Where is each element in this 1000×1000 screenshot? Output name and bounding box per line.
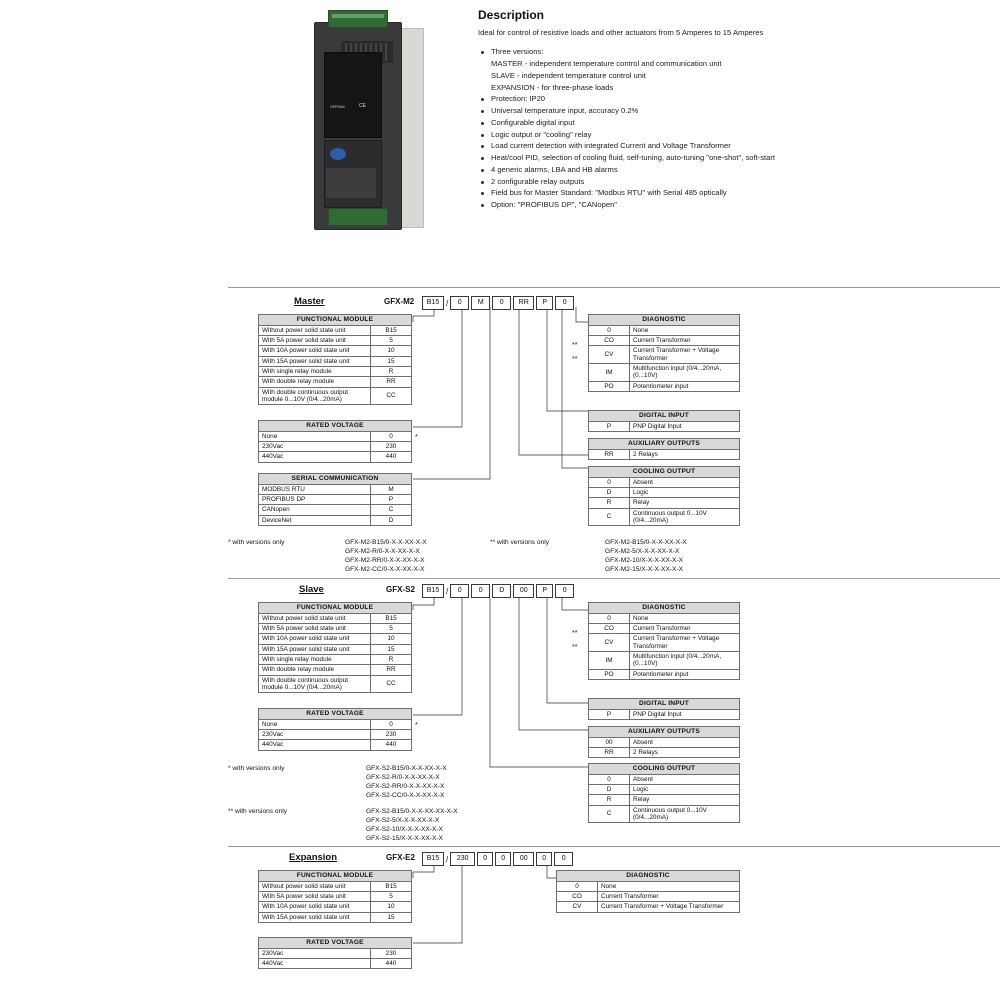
code-cell[interactable]: 230 bbox=[450, 852, 475, 866]
product-bottom-connector bbox=[328, 208, 388, 226]
slave-diagnostic-table bbox=[588, 602, 740, 680]
slave-rated-voltage-footnote-marker: * bbox=[415, 722, 418, 729]
table-header: RATED VOLTAGE bbox=[259, 421, 412, 432]
code-cell[interactable]: 0 bbox=[450, 296, 469, 310]
list-item: 4 generic alarms, LBA and HB alarms bbox=[478, 164, 978, 176]
list-item: EXPANSION - for three-phase loads bbox=[491, 82, 614, 92]
product-logo-badge bbox=[330, 148, 346, 160]
master-note-double bbox=[490, 539, 549, 548]
expansion-rated-voltage-table bbox=[258, 937, 412, 969]
table-row: With single relay module R bbox=[259, 367, 412, 377]
table-row: Without power solid state unit B15 bbox=[259, 325, 412, 335]
code-cell[interactable]: P bbox=[536, 296, 553, 310]
table-row: With 10A power solid state unit 10 bbox=[259, 902, 412, 912]
description-feature-list bbox=[478, 46, 978, 211]
code-cell[interactable]: 0 bbox=[477, 852, 493, 866]
description-block bbox=[478, 8, 978, 211]
code-cell[interactable]: B15 bbox=[422, 296, 444, 310]
table-header: RATED VOLTAGE bbox=[259, 709, 412, 720]
table-row: With 5A power solid state unit 5 bbox=[259, 335, 412, 345]
note-line: GFX-M2-CC/0-X-X-XX-X-X bbox=[345, 565, 425, 573]
code-cell[interactable]: RR bbox=[513, 296, 534, 310]
slave-note-single-lines bbox=[366, 765, 447, 801]
note-line: GFX-M2-10/X-X-X-XX-X-X bbox=[605, 556, 684, 564]
list-item: Universal temperature input, accuracy 0.2% bbox=[478, 105, 978, 117]
slave-cooling-output-table bbox=[588, 763, 740, 823]
description-intro: Ideal for control of resistive loads and other actuators from 5 Amperes to 15 Amperes bbox=[478, 28, 764, 37]
master-code-prefix: GFX-M2 bbox=[384, 297, 415, 306]
table-row: 0 Absent bbox=[589, 774, 740, 784]
table-row: 0 None bbox=[589, 325, 740, 335]
table-row: Without power solid state unit B15 bbox=[259, 613, 412, 623]
list-item: Protection: IP20 bbox=[478, 93, 978, 105]
note-line: GFX-M2-B15/0-X-X-XX-X-X bbox=[605, 539, 687, 546]
note-line: GFX-M2-15/X-X-X-XX-X-X bbox=[605, 565, 684, 573]
table-header: DIAGNOSTIC bbox=[589, 315, 740, 326]
slave-title: Slave bbox=[299, 584, 324, 595]
table-row: P PNP Digital Input bbox=[589, 709, 740, 719]
note-lead: * with versions only bbox=[228, 539, 285, 546]
table-row: 0 None bbox=[557, 881, 740, 891]
code-cell[interactable]: 0 bbox=[495, 852, 511, 866]
slave-code-cells bbox=[422, 584, 576, 598]
table-row: Without power solid state unit B15 bbox=[259, 881, 412, 891]
table-row: None 0 bbox=[259, 719, 412, 729]
table-row: With 10A power solid state unit 10 bbox=[259, 634, 412, 644]
table-row: C Continuous output 0...10V (0/4...20mA) bbox=[589, 508, 740, 526]
master-auxiliary-outputs-table bbox=[588, 438, 740, 460]
table-header: DIGITAL INPUT bbox=[589, 411, 740, 422]
table-header: COOLING OUTPUT bbox=[589, 764, 740, 775]
table-row: D Logic bbox=[589, 487, 740, 497]
table-row: With double continuous output module 0...10V (0/4...20mA) CC bbox=[259, 387, 412, 405]
note-line: GFX-S2-R/0-X-X-XX-X-X bbox=[366, 773, 440, 781]
code-separator: / bbox=[446, 854, 449, 864]
table-header: FUNCTIONAL MODULE bbox=[259, 603, 412, 614]
expansion-diagnostic-table bbox=[556, 870, 740, 913]
master-code-cells bbox=[422, 296, 576, 310]
table-row: C Continuous output 0...10V (0/4...20mA) bbox=[589, 805, 740, 823]
table-row: MODBUS RTU M bbox=[259, 484, 412, 494]
product-brand-label: GEFRAN bbox=[330, 105, 345, 109]
ce-mark-icon: CE bbox=[359, 103, 366, 109]
note-line: GFX-S2-B15/0-X-X-XX-X-X bbox=[366, 765, 447, 772]
table-row: 440Vac 440 bbox=[259, 958, 412, 968]
list-item: Option: "PROFIBUS DP", "CANopen" bbox=[478, 199, 978, 211]
table-row: 0 None bbox=[589, 613, 740, 623]
table-row: PROFIBUS DP P bbox=[259, 494, 412, 504]
master-diagnostic-footnote-marker: ** bbox=[572, 342, 578, 349]
master-diagnostic-table bbox=[588, 314, 740, 392]
table-row: 440Vac 440 bbox=[259, 740, 412, 750]
code-cell[interactable]: 0 bbox=[555, 584, 574, 598]
note-line: GFX-S2-RR/0-X-X-XX-X-X bbox=[366, 782, 445, 790]
note-lead: ** with versions only bbox=[228, 808, 288, 815]
table-header: DIAGNOSTIC bbox=[589, 603, 740, 614]
table-row: PO Potentiometer input bbox=[589, 669, 740, 679]
table-row: 230Vac 230 bbox=[259, 948, 412, 958]
slave-functional-module-table bbox=[258, 602, 412, 693]
table-row: With 5A power solid state unit 5 bbox=[259, 891, 412, 901]
table-row: With double continuous output module 0...10V (0/4...20mA) CC bbox=[259, 675, 412, 693]
table-row: 0 Absent bbox=[589, 477, 740, 487]
master-note-double-lines bbox=[605, 539, 687, 575]
list-item: Field bus for Master Standard: "Modbus RTU" with Serial 485 optically bbox=[478, 187, 978, 199]
master-rated-voltage-footnote-marker: * bbox=[415, 434, 418, 441]
list-item: Heat/cool PID, selection of cooling fluid, self-tuning, auto-tuning "one-shot", soft-start bbox=[478, 152, 978, 164]
table-row: PO Potentiometer input bbox=[589, 381, 740, 391]
product-top-connector bbox=[328, 10, 388, 28]
divider bbox=[228, 287, 1000, 288]
master-diagnostic-footnote-marker: ** bbox=[572, 356, 578, 363]
expansion-code-cells bbox=[422, 852, 575, 866]
slave-note-single bbox=[228, 765, 284, 774]
slave-note-double bbox=[228, 808, 287, 817]
code-cell[interactable]: 0 bbox=[555, 296, 574, 310]
table-row: 440Vac 440 bbox=[259, 452, 412, 462]
code-cell[interactable]: 0 bbox=[492, 296, 511, 310]
code-cell[interactable]: B15 bbox=[422, 584, 444, 598]
table-row: CV Current Transformer + Voltage Transformer bbox=[557, 902, 740, 912]
note-lead: ** with versions only bbox=[490, 539, 550, 546]
product-terminal-slot bbox=[326, 168, 376, 198]
master-note-single-lines bbox=[345, 539, 427, 575]
code-cell[interactable]: 00 bbox=[513, 852, 534, 866]
note-line: GFX-S2-CC/0-X-X-XX-X-X bbox=[366, 791, 445, 799]
table-row: 00 Absent bbox=[589, 737, 740, 747]
master-note-single bbox=[228, 539, 284, 548]
table-header: SERIAL COMMUNICATION bbox=[259, 474, 412, 485]
table-row: R Relay bbox=[589, 498, 740, 508]
code-separator: / bbox=[446, 298, 449, 308]
table-row: 230Vac 230 bbox=[259, 729, 412, 739]
slave-code-prefix: GFX-S2 bbox=[386, 585, 415, 594]
code-cell[interactable]: 0 bbox=[554, 852, 573, 866]
list-item: Configurable digital input bbox=[478, 117, 978, 129]
product-photo bbox=[300, 8, 440, 248]
table-row: IM Multifunction input (0/4...20mA, (0...10V) bbox=[589, 364, 740, 382]
table-row: With 5A power solid state unit 5 bbox=[259, 623, 412, 633]
table-header: FUNCTIONAL MODULE bbox=[259, 315, 412, 326]
table-row: CV Current Transformer + Voltage Transformer bbox=[589, 346, 740, 364]
table-row: With single relay module R bbox=[259, 655, 412, 665]
table-row: RR 2 Relays bbox=[589, 747, 740, 757]
slave-auxiliary-outputs-table bbox=[588, 726, 740, 758]
table-row: DeviceNet D bbox=[259, 515, 412, 525]
table-row: 230Vac 230 bbox=[259, 441, 412, 451]
note-line: GFX-S2-10/X-X-X-XX-X-X bbox=[366, 825, 443, 833]
code-cell[interactable]: 00 bbox=[513, 584, 534, 598]
description-heading: Description bbox=[478, 8, 545, 22]
divider bbox=[228, 578, 1000, 579]
master-title: Master bbox=[294, 296, 325, 307]
table-row: CANopen C bbox=[259, 505, 412, 515]
master-digital-input-table bbox=[588, 410, 740, 432]
table-row: With 15A power solid state unit 15 bbox=[259, 912, 412, 922]
list-item: Three versions: bbox=[478, 46, 978, 58]
note-line: GFX-M2-RR/0-X-X-XX-X-X bbox=[345, 556, 425, 564]
table-header: DIAGNOSTIC bbox=[557, 871, 740, 882]
expansion-title: Expansion bbox=[289, 852, 338, 863]
note-line: GFX-S2-5/X-X-X-XX-X-X bbox=[366, 816, 440, 824]
table-row: With 15A power solid state unit 15 bbox=[259, 644, 412, 654]
expansion-functional-module-table bbox=[258, 870, 412, 923]
table-row: With double relay module RR bbox=[259, 665, 412, 675]
slave-diagnostic-footnote-marker: ** bbox=[572, 644, 578, 651]
code-cell[interactable]: B15 bbox=[422, 852, 444, 866]
table-header: DIGITAL INPUT bbox=[589, 699, 740, 710]
table-row: CV Current Transformer + Voltage Transformer bbox=[589, 634, 740, 652]
master-serial-communication-table bbox=[258, 473, 412, 526]
code-cell[interactable]: 0 bbox=[536, 852, 552, 866]
note-line: GFX-M2-5/X-X-X-XX-X-X bbox=[605, 547, 680, 555]
product-front-panel bbox=[324, 52, 382, 138]
list-item: SLAVE - independent temperature control unit bbox=[491, 70, 646, 80]
top-section bbox=[0, 0, 1000, 255]
master-cooling-output-table bbox=[588, 466, 740, 526]
list-item: Load current detection with integrated Current and Voltage Transformer bbox=[478, 140, 978, 152]
master-rated-voltage-table bbox=[258, 420, 412, 463]
table-row: D Logic bbox=[589, 784, 740, 794]
table-header: AUXILIARY OUTPUTS bbox=[589, 439, 740, 450]
code-cell[interactable]: M bbox=[471, 296, 490, 310]
slave-digital-input-table bbox=[588, 698, 740, 720]
divider bbox=[228, 846, 1000, 847]
code-cell[interactable]: D bbox=[492, 584, 511, 598]
note-lead: * with versions only bbox=[228, 765, 285, 772]
expansion-code-prefix: GFX-E2 bbox=[386, 853, 415, 862]
table-row: CO Current Transformer bbox=[589, 335, 740, 345]
slave-rated-voltage-table bbox=[258, 708, 412, 751]
note-line: GFX-M2-B15/0-X-X-XX-X-X bbox=[345, 539, 427, 546]
table-row: With 15A power solid state unit 15 bbox=[259, 356, 412, 366]
table-header: COOLING OUTPUT bbox=[589, 467, 740, 478]
list-item: 2 configurable relay outputs bbox=[478, 176, 978, 188]
code-cell[interactable]: 0 bbox=[450, 584, 469, 598]
table-row: CO Current Transformer bbox=[557, 891, 740, 901]
note-line: GFX-S2-15/X-X-X-XX-X-X bbox=[366, 834, 443, 842]
code-separator: / bbox=[446, 586, 449, 596]
note-line: GFX-S2-B15/0-X-X-XX-XX-X-X bbox=[366, 808, 458, 815]
table-row: IM Multifunction input (0/4...20mA, (0...10V) bbox=[589, 652, 740, 670]
table-header: RATED VOLTAGE bbox=[259, 938, 412, 949]
list-item: Logic output or "cooling" relay bbox=[478, 129, 978, 141]
master-functional-module-table bbox=[258, 314, 412, 405]
table-row: None 0 bbox=[259, 431, 412, 441]
code-cell[interactable]: P bbox=[536, 584, 553, 598]
table-row: With 10A power solid state unit 10 bbox=[259, 346, 412, 356]
list-item: MASTER - independent temperature control and communication unit bbox=[491, 59, 722, 69]
table-row: R Relay bbox=[589, 795, 740, 805]
code-cell[interactable]: 0 bbox=[471, 584, 490, 598]
table-row: CO Current Transformer bbox=[589, 623, 740, 633]
table-row: With double relay module RR bbox=[259, 377, 412, 387]
slave-note-double-lines bbox=[366, 808, 458, 844]
slave-diagnostic-footnote-marker: ** bbox=[572, 630, 578, 637]
table-row: RR 2 Relays bbox=[589, 449, 740, 459]
table-header: FUNCTIONAL MODULE bbox=[259, 871, 412, 882]
note-line: GFX-M2-R/0-X-X-XX-X-X bbox=[345, 547, 420, 555]
table-row: P PNP Digital Input bbox=[589, 421, 740, 431]
table-header: AUXILIARY OUTPUTS bbox=[589, 727, 740, 738]
